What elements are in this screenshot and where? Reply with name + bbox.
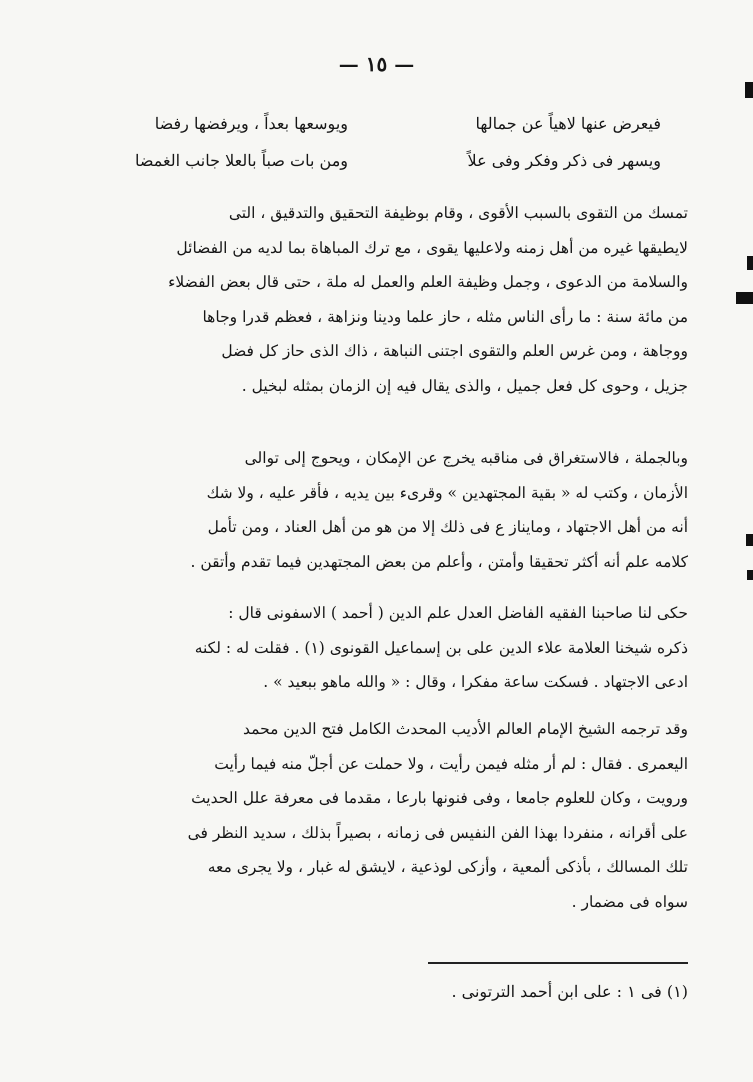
paragraph-line: أنه من أهل الاجتهاد ، ومايناز ع فى ذلك إلا من هو من أهل العناد ، ومن تأمل <box>207 518 688 536</box>
paragraph-3 <box>160 596 688 700</box>
paragraph-line: على أقرانه ، منفردا بهذا الفن النفيس فى زمانه ، بصيراً بذلك ، سديد النظر فى <box>187 823 688 842</box>
paragraph-line: سواه فى مضمار . <box>571 892 688 911</box>
paragraph-line: حكى لنا صاحبنا الفقيه الفاضل العدل علم الدين ( أحمد ) الاسفونى قال : <box>228 604 688 622</box>
paragraph-line: ادعى الاجتهاد . فسكت ساعة مفكرا ، وقال : « والله ماهو ببعيد » . <box>263 673 688 691</box>
paragraph-line: اليعمرى . فقال : لم أر مثله فيمن رأيت ، ولا حملت عن أجلّ منه فيما رأيت <box>214 754 688 773</box>
scan-edge-mark <box>747 570 753 580</box>
paragraph-line: لايطيقها غيره من أهل زمنه ولاعليها يقوى ، مع ترك المباهاة بما لديه من الفضائل <box>176 238 688 257</box>
poem-verse-2-second-hemistich: ومن بات صباً بالعلا جانب الغمضا <box>134 151 348 170</box>
poem-verse-2-first-hemistich: ويسهر فى ذكر وفكر وفى علاً <box>467 151 661 170</box>
scan-edge-mark <box>746 534 753 546</box>
scan-edge-mark <box>747 256 753 270</box>
page-number: — ١٥ — <box>338 52 415 76</box>
paragraph-4 <box>160 712 688 919</box>
paragraph-1 <box>160 196 688 403</box>
poem-verse-1-second-hemistich: ويوسعها بعداً ، ويرفضها رفضا <box>154 114 348 133</box>
footnote-separator <box>428 962 688 964</box>
footnote: (١) فى ١ : على ابن أحمد الترتونى . <box>451 982 688 1001</box>
poem-verse-1-first-hemistich: فيعرض عنها لاهياً عن جمالها <box>475 114 661 133</box>
paragraph-line: الأزمان ، وكتب له « بقية المجتهدين » وقرىء بين يديه ، فأقر عليه ، ولا شك <box>206 483 688 502</box>
paragraph-2 <box>160 441 688 579</box>
paragraph-line: ذكره شيخنا العلامة علاء الدين على بن إسماعيل القونوى (١) . فقلت له : لكنه <box>194 638 688 657</box>
scan-edge-mark <box>736 292 753 304</box>
scan-edge-mark <box>745 82 753 98</box>
paragraph-line: وقد ترجمه الشيخ الإمام العالم الأديب المحدث الكامل فتح الدين محمد <box>242 720 688 738</box>
paragraph-line: وبالجملة ، فالاستغراق فى مناقبه يخرج عن الإمكان ، ويحوج إلى توالى <box>244 449 688 467</box>
paragraph-line: والسلامة من الدعوى ، وجمل وظيفة العلم والعمل له ملة ، حتى قال بعض الفضلاء <box>168 273 688 291</box>
paragraph-line: ووجاهة ، ومن غرس العلم والتقوى اجتنى النباهة ، ذاك الذى حاز كل فضل <box>221 342 688 360</box>
paragraph-line: تمسك من التقوى بالسبب الأقوى ، وقام بوظيفة التحقيق والتدقيق ، التى <box>228 204 688 222</box>
paragraph-line: ورويت ، وكان للعلوم جامعا ، وفى فنونها بارعا ، مقدما فى معرفة علل الحديث <box>191 789 688 807</box>
paragraph-line: كلامه علم أنه أكثر تحقيقا وأمتن ، وأعلم من بعض المجتهدين فيما تقدم وأتقن . <box>190 552 688 571</box>
paragraph-line: من مائة سنة : ما رأى الناس مثله ، حاز علما ودينا ونزاهة ، فعظم قدرا وجاها <box>202 307 688 326</box>
paragraph-line: تلك المسالك ، بأذكى ألمعية ، وأزكى لوذعية ، لايشق له غبار ، ولا يجرى معه <box>207 858 688 876</box>
paragraph-line: جزيل ، وحوى كل فعل جميل ، والذى يقال فيه إن الزمان بمثله لبخيل . <box>241 376 688 395</box>
